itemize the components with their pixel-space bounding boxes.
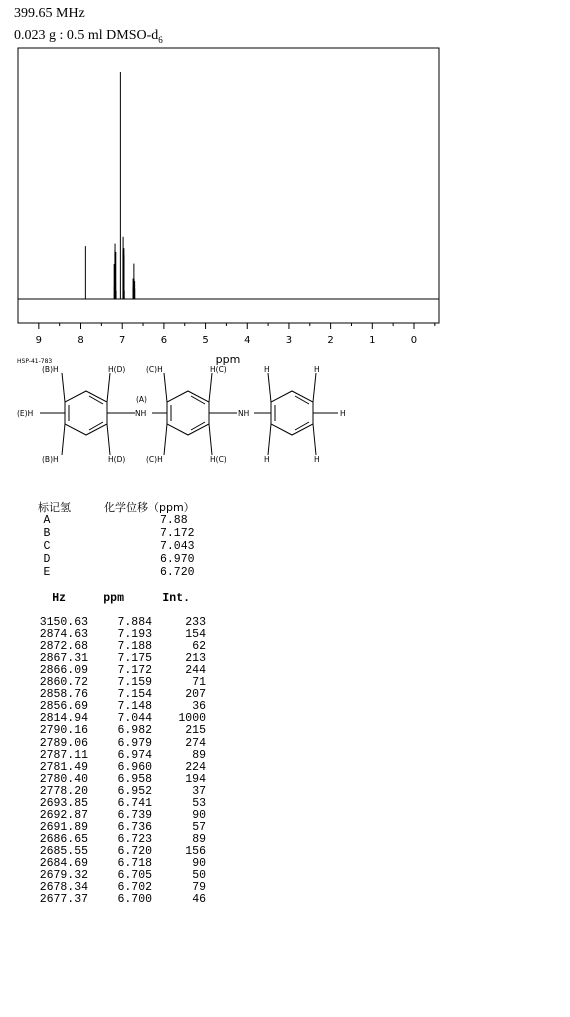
- assignment-row: [38, 540, 195, 553]
- peak-row: [28, 738, 206, 750]
- assignment-label: D: [43, 553, 51, 566]
- assignment-row: [38, 566, 195, 579]
- peak-int: 156: [185, 844, 206, 858]
- peak-int: 194: [185, 772, 206, 786]
- peak-ppm: 7.193: [117, 628, 152, 642]
- peak-ppm: 6.960: [117, 760, 152, 774]
- assignment-shift: 7.172: [160, 527, 195, 540]
- header-ppm: ppm: [103, 592, 124, 605]
- peak-int: 71: [192, 676, 206, 690]
- peak-ppm: 6.718: [117, 856, 152, 870]
- x-tick-label: 3: [285, 335, 293, 346]
- x-tick-label: 8: [77, 335, 84, 346]
- peak-hz: 2866.09: [39, 664, 88, 678]
- peak-ppm: 6.741: [117, 796, 152, 810]
- peak-hz: 2860.72: [39, 676, 88, 690]
- label-nh-1: NH: [135, 409, 147, 418]
- peak-ppm: 6.705: [117, 869, 152, 883]
- peak-int: 215: [185, 724, 206, 738]
- label-h-5: H: [314, 455, 320, 464]
- peak-hz: 2693.85: [39, 796, 88, 810]
- peak-hz: 3150.63: [39, 616, 88, 630]
- label-d-top: H(D): [108, 365, 126, 374]
- assignment-shift: 7.043: [160, 540, 195, 553]
- x-tick-label: 1: [369, 335, 376, 346]
- peak-int: 79: [192, 881, 206, 895]
- assignment-label: B: [43, 527, 51, 540]
- label-b-top: (B)H: [42, 365, 59, 374]
- peak-int: 57: [192, 820, 206, 834]
- x-tick-label: 7: [119, 335, 126, 346]
- x-tick-label: 9: [35, 335, 43, 346]
- peak-int: 89: [192, 832, 206, 846]
- peak-hz: 2780.40: [39, 772, 88, 786]
- header-int: Int.: [162, 592, 190, 605]
- assignment-label: E: [43, 566, 51, 579]
- assignment-header: [38, 501, 195, 514]
- x-tick-label: 0: [410, 335, 418, 346]
- sample-subscript: 6: [158, 34, 163, 45]
- peak-hz: 2686.65: [39, 832, 88, 846]
- x-tick-label: 2: [327, 335, 334, 346]
- peak-row: [28, 786, 206, 798]
- peak-table-header: [28, 593, 206, 605]
- peak-row: [28, 774, 206, 786]
- x-tick-label: 5: [202, 335, 209, 346]
- peak-ppm: 7.884: [117, 616, 152, 630]
- peak-ppm: 6.974: [117, 748, 152, 762]
- peak-row: [28, 894, 206, 906]
- assignment-header-shift: 化学位移（ppm）: [104, 501, 195, 514]
- peak-int: 50: [192, 869, 206, 883]
- peak-int: 89: [192, 748, 206, 762]
- assignment-shift: 7.88: [160, 514, 188, 527]
- peak-ppm: 6.723: [117, 832, 152, 846]
- peak-ppm: 7.172: [117, 664, 152, 678]
- peak-row: [28, 750, 206, 762]
- sample-text: 0.023 g : 0.5 ml DMSO-d: [14, 28, 159, 43]
- label-e: (E)H: [17, 409, 34, 418]
- assignment-table: [38, 501, 195, 579]
- label-h-2: H: [314, 365, 320, 374]
- peak-hz: 2691.89: [39, 820, 88, 834]
- peak-int: 213: [185, 652, 206, 666]
- peak-int: 224: [185, 760, 206, 774]
- peak-int: 62: [192, 640, 206, 654]
- peak-ppm: 6.958: [117, 772, 152, 786]
- peak-int: 233: [185, 616, 206, 630]
- header-hz: Hz: [52, 592, 66, 605]
- peak-hz: 2814.94: [39, 712, 88, 726]
- peak-int: 207: [185, 688, 206, 702]
- peak-hz: 2874.63: [39, 628, 88, 642]
- peak-hz: 2685.55: [39, 844, 88, 858]
- peak-int: 90: [192, 808, 206, 822]
- peak-ppm: 6.952: [117, 784, 152, 798]
- peak-hz: 2856.69: [39, 700, 88, 714]
- peak-hz: 2684.69: [39, 856, 88, 870]
- peak-row: [28, 798, 206, 810]
- peak-hz: 2789.06: [39, 736, 88, 750]
- peak-hz: 2858.76: [39, 688, 88, 702]
- label-c-top: (C)H: [146, 365, 163, 374]
- label-b-bot: (B)H: [42, 455, 59, 464]
- peak-int: 36: [192, 700, 206, 714]
- peak-ppm: 6.982: [117, 724, 152, 738]
- peak-int: 53: [192, 796, 206, 810]
- peak-hz: 2787.11: [39, 748, 88, 762]
- spectrometer-frequency: 399.65 MHz: [14, 6, 85, 21]
- label-h-3: H: [340, 409, 346, 418]
- label-c-bot: (C)H: [146, 455, 163, 464]
- peak-int: 37: [192, 784, 206, 798]
- assignment-shift: 6.720: [160, 566, 195, 579]
- assignment-header-label: 标记氢: [38, 501, 71, 514]
- peak-ppm: 7.175: [117, 652, 152, 666]
- peak-ppm: 7.159: [117, 676, 152, 690]
- ring-1: [65, 391, 107, 435]
- peak-ppm: 6.702: [117, 881, 152, 895]
- peak-ppm: 6.736: [117, 820, 152, 834]
- peak-ppm: 6.979: [117, 736, 152, 750]
- label-c-bot-2: H(C): [210, 455, 227, 464]
- peak-int: 90: [192, 856, 206, 870]
- x-axis-label: ppm: [215, 353, 241, 366]
- peak-hz: 2872.68: [39, 640, 88, 654]
- peak-hz: 2677.37: [39, 893, 88, 907]
- peak-ppm: 7.148: [117, 700, 152, 714]
- x-tick-label: 6: [160, 335, 168, 346]
- label-h-4: H: [264, 455, 270, 464]
- peak-int: 154: [185, 628, 206, 642]
- label-a: (A): [136, 395, 147, 404]
- peak-table: [28, 593, 206, 906]
- assignment-row: [38, 527, 195, 540]
- x-tick-label: 4: [244, 335, 251, 346]
- peak-ppm: 6.700: [117, 893, 152, 907]
- label-c-top-2: H(C): [210, 365, 227, 374]
- peak-int: 244: [185, 664, 206, 678]
- peak-hz: 2781.49: [39, 760, 88, 774]
- peak-hz: 2790.16: [39, 724, 88, 738]
- peak-row: [28, 762, 206, 774]
- ring-3: [271, 391, 313, 435]
- assignment-shift: 6.970: [160, 553, 195, 566]
- peak-ppm: 6.739: [117, 808, 152, 822]
- structure-bonds: [40, 373, 338, 455]
- peak-ppm: 7.154: [117, 688, 152, 702]
- label-d-bot: H(D): [108, 455, 126, 464]
- label-nh-2: NH: [238, 409, 250, 418]
- assignment-label: C: [43, 540, 51, 553]
- peak-int: 1000: [178, 712, 206, 726]
- peak-int: 274: [185, 736, 206, 750]
- peak-hz: 2867.31: [39, 652, 88, 666]
- peak-ppm: 6.720: [117, 844, 152, 858]
- peak-hz: 2778.20: [39, 784, 88, 798]
- assignment-row: [38, 514, 195, 527]
- assignment-row: [38, 553, 195, 566]
- peak-ppm: 7.044: [117, 712, 152, 726]
- peak-int: 46: [192, 893, 206, 907]
- molecular-structure: [0, 0, 570, 480]
- label-h-1: H: [264, 365, 270, 374]
- assignment-label: A: [43, 514, 51, 527]
- peak-hz: 2692.87: [39, 808, 88, 822]
- peak-hz: 2679.32: [39, 869, 88, 883]
- structure-id: HSP-41-783: [17, 358, 53, 365]
- ring-2: [167, 391, 209, 435]
- peak-hz: 2678.34: [39, 881, 88, 895]
- peak-row: [28, 725, 206, 737]
- peak-ppm: 7.188: [117, 640, 152, 654]
